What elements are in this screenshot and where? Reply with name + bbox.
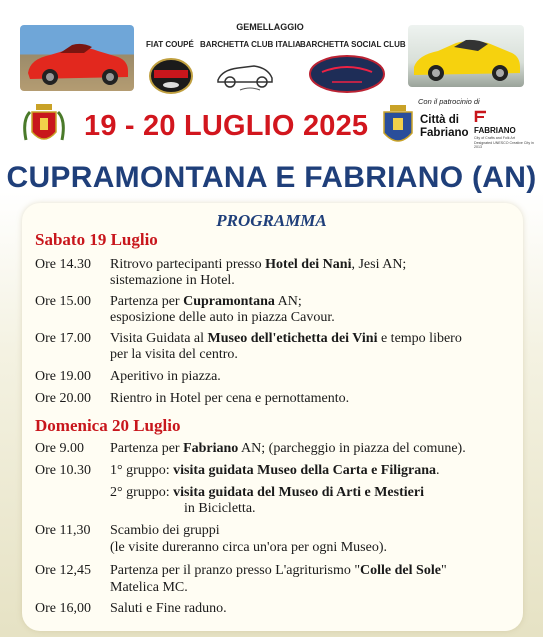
fiat-coupe-club-logo <box>148 56 194 96</box>
citta-line-1: Città di <box>420 114 459 126</box>
item-bold-text: Colle del Sole <box>360 563 441 578</box>
item-1030-group1 <box>110 462 440 479</box>
time-1030: Ore 10.30 <box>35 463 91 478</box>
day-sunday: Domenica 20 Luglio <box>35 416 181 435</box>
item-1700-line2: per la visita del centro. <box>110 347 238 362</box>
poster-header <box>0 0 543 215</box>
fabriano-unesco-caption: City of Crafts and Folk Art Designated UNESCO Creative City in 2013 <box>474 136 534 149</box>
time-1600: Ore 16,00 <box>35 601 91 616</box>
item-bold-text: Museo dell'etichetta dei Vini <box>207 331 378 346</box>
fabriano-crest-icon <box>381 103 415 149</box>
club-title-fiat-coupe: FIAT COUPÉ <box>146 40 194 49</box>
item-bold-text: Cupramontana <box>183 294 275 309</box>
item-1030-group2-line2: in Bicicletta. <box>184 501 256 516</box>
item-text: AN; <box>274 294 302 309</box>
patronage-label: Con il patrocinio di <box>418 97 480 106</box>
yellow-car-photo <box>408 25 524 87</box>
item-text: 2° gruppo: <box>110 485 174 500</box>
item-bold-text: visita guidata Museo della Carta e Filigrana <box>173 463 437 478</box>
page-title: CUPRAMONTANA E FABRIANO (AN) <box>6 161 537 194</box>
fabriano-logo-text: FABRIANO <box>474 126 516 135</box>
item-2000: Rientro in Hotel per cena e pernottamento. <box>110 391 350 406</box>
club-title-barchetta-social: BARCHETTA SOCIAL CLUB <box>300 40 406 49</box>
item-text: , Jesi AN; <box>351 257 407 272</box>
item-text: 1° gruppo: <box>110 463 174 478</box>
time-0900: Ore 9.00 <box>35 441 84 456</box>
item-1500-line2: esposizione delle auto in piazza Cavour. <box>110 310 335 325</box>
program-heading: PROGRAMMA <box>216 211 327 230</box>
time-1700: Ore 17.00 <box>35 331 91 346</box>
item-text: e tempo libero <box>377 331 462 346</box>
item-text: Ritrovo partecipanti presso <box>110 257 266 272</box>
item-text: " <box>440 563 447 578</box>
item-1900: Aperitivo in piazza. <box>110 369 221 384</box>
gemellaggio-label: GEMELLAGGIO <box>236 22 304 32</box>
club-title-barchetta-italia: BARCHETTA CLUB ITALIA <box>200 40 301 49</box>
item-1245-line1 <box>110 562 447 579</box>
item-1430-line2: sistemazione in Hotel. <box>110 273 235 288</box>
red-car-photo <box>20 25 134 91</box>
time-1500: Ore 15.00 <box>35 294 91 309</box>
item-bold-text: visita guidata del Museo di Arti e Mestieri <box>173 485 424 500</box>
item-text: . <box>436 463 440 478</box>
item-1030-group2 <box>110 484 424 501</box>
time-1900: Ore 19.00 <box>35 369 91 384</box>
barchetta-social-club-logo <box>308 54 386 94</box>
time-1430: Ore 14.30 <box>35 257 91 272</box>
barchetta-club-italia-logo <box>210 54 280 92</box>
item-text: AN; (parcheggio in piazza del comune). <box>238 441 466 456</box>
item-1130-line2: (le visite dureranno circa un'ora per ogni Museo). <box>110 540 387 555</box>
item-text: Partenza per <box>110 441 184 456</box>
citta-di-fabriano-label <box>420 114 469 140</box>
time-1130: Ore 11,30 <box>35 523 91 538</box>
item-bold-text: Fabriano <box>183 441 239 456</box>
item-1600: Saluti e Fine raduno. <box>110 601 227 616</box>
item-1130-line1: Scambio dei gruppi <box>110 523 220 538</box>
item-1245-line2: Matelica MC. <box>110 580 188 595</box>
time-2000: Ore 20.00 <box>35 391 91 406</box>
item-text: Visita Guidata al <box>110 331 208 346</box>
item-text: Partenza per il pranzo presso L'agriturismo " <box>110 563 361 578</box>
item-1700-line1 <box>110 330 462 347</box>
item-bold-text: Hotel dei Nani <box>265 257 352 272</box>
time-1245: Ore 12,45 <box>35 563 91 578</box>
day-saturday: Sabato 19 Luglio <box>35 230 158 249</box>
event-dates: 19 - 20 LUGLIO 2025 <box>84 110 369 142</box>
citta-line-2: Fabriano <box>420 127 469 139</box>
item-1430-line1 <box>110 256 406 273</box>
cupramontana-crest-icon <box>20 100 68 154</box>
item-0900 <box>110 440 466 457</box>
item-text: Partenza per <box>110 294 184 309</box>
item-1500-line1 <box>110 293 302 310</box>
